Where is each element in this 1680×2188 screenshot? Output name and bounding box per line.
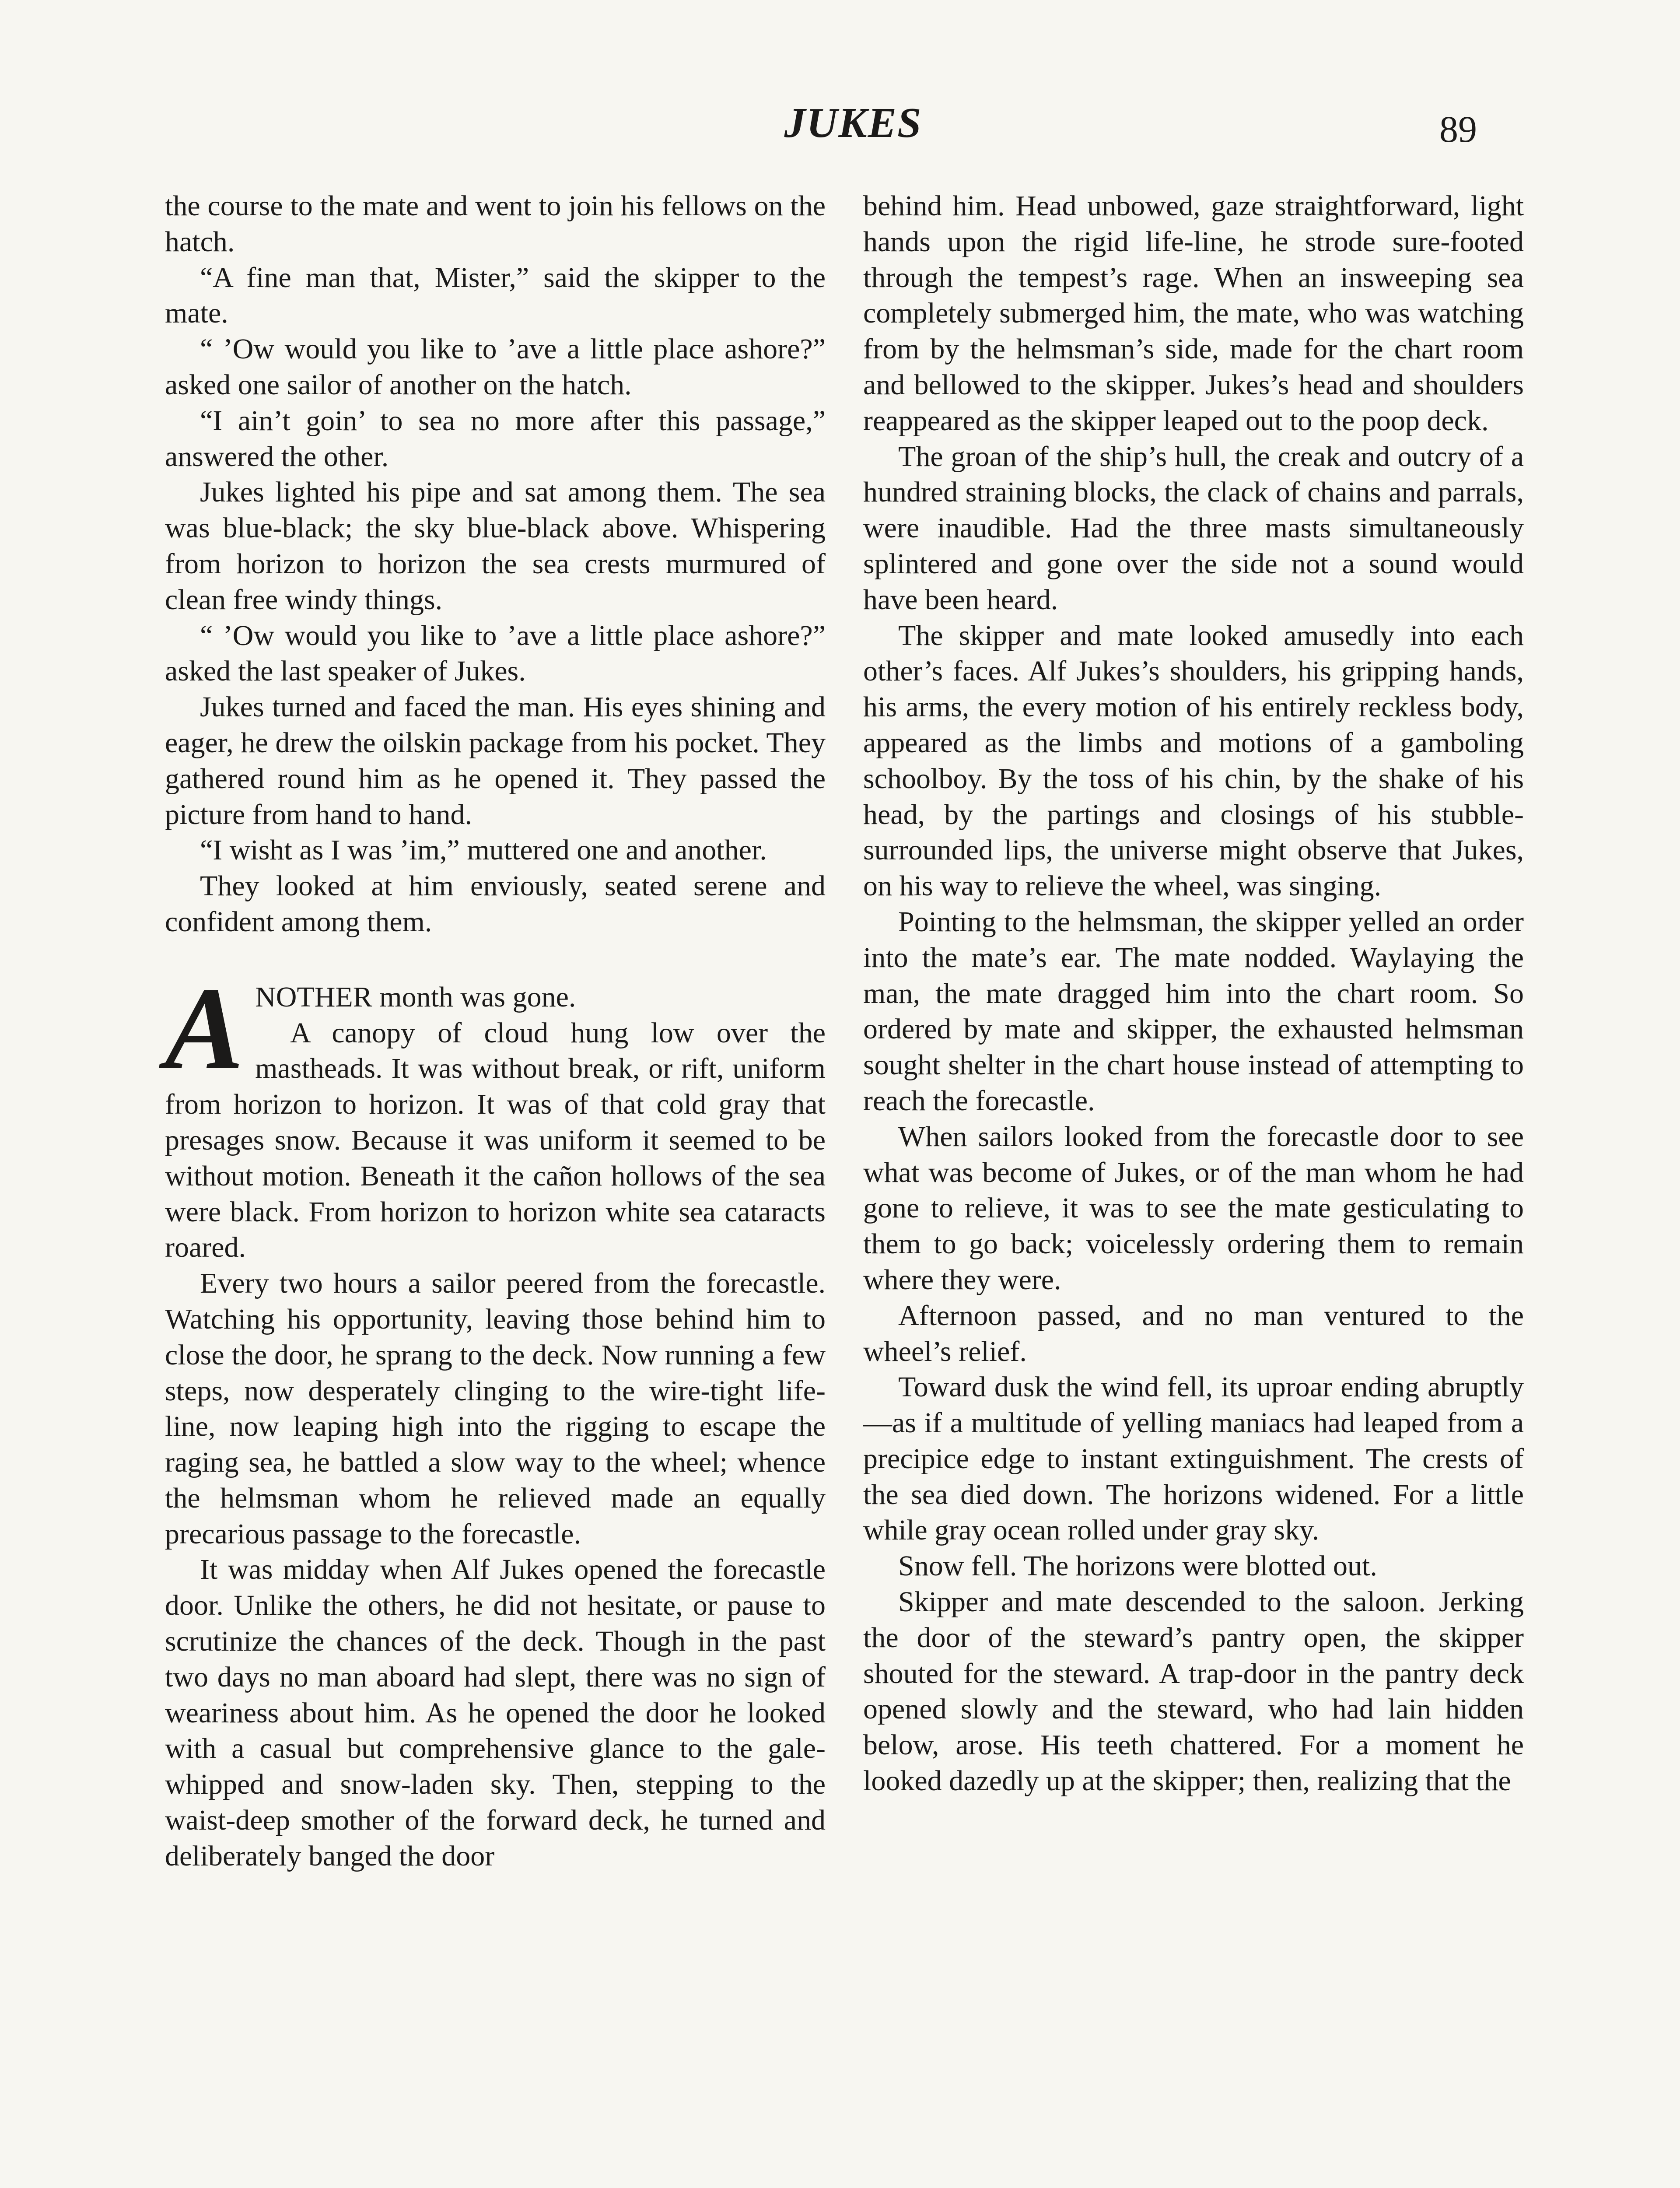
drop-cap: A [165, 963, 244, 1094]
page-number: 89 [1439, 108, 1477, 150]
first-word: NOTHER [255, 981, 372, 1013]
paragraph: “I ain’t goin’ to sea no more after this passage,” answered the other. [165, 404, 826, 473]
paragraph: Every two hours a sailor peered from the forecastle. Watching his opportunity, leaving those behind him to close the door, he sprang to the deck. Now running a few steps, now desperately clinging to the wire-tight life-line, now leaping high into the rigging to escape the raging sea, he battled a slow way to the wheel; whence the helmsman whom he relieved made an equally precarious passage to the forecastle. [165, 1267, 826, 1550]
paragraph: The groan of the ship’s hull, the creak and outcry of a hundred straining blocks, the clack of chains and parrals, were inaudible. Had the three masts simultaneously splintered and gone over the side not a sound would have been heard. [863, 440, 1524, 616]
paragraph: The skipper and mate looked amusedly into each other’s faces. Alf Jukes’s shoulders, his gripping hands, his arms, the every motion of his entirely reckless body, appeared as the limbs and motions of a gamboling schoolboy. By the toss of his chin, by the shake of his head, by the partings and closings of his stubble-surrounded lips, the universe might observe that Jukes, on his way to relieve the wheel, was singing. [863, 619, 1524, 902]
paragraph: Toward dusk the wind fell, its uproar ending abruptly—as if a multitude of yelling maniacs had leaped from a precipice edge to instant extinguishment. The crests of the sea died down. The horizons widened. For a little while gray ocean rolled under gray sky. [863, 1371, 1524, 1546]
paragraph: Jukes lighted his pipe and sat among them. The sea was blue-black; the sky blue-black above. Whispering from horizon to horizon the sea crests murmured of clean free windy things. [165, 476, 826, 616]
first-line-rest: month was gone. [372, 981, 576, 1013]
right-column [863, 188, 1524, 1799]
section-opening [165, 963, 826, 1094]
paragraph: It was midday when Alf Jukes opened the forecastle door. Unlike the others, he did not hesitate, or pause to scrutinize the chances of the deck. Though in the past two days no man aboard had slept, there was no sign of weariness about him. As he opened the door he looked with a casual but comprehensive glance to the gale-whipped and snow-laden sky. Then, stepping to the waist-deep smother of the forward deck, he turned and deliberately banged the door [165, 1553, 826, 1872]
paragraph: They looked at him enviously, seated serene and confident among them. [165, 870, 826, 938]
paragraph: behind him. Head unbowed, gaze straightforward, light hands upon the rigid life-line, he strode sure-footed through the tempest’s rage. When an insweeping sea completely submerged him, the mate, who was watching from by the helmsman’s side, made for the chart room and bellowed to the skipper. Jukes’s head and shoulders reappeared as the skipper leaped out to the poop deck. [863, 190, 1524, 437]
paragraph: Afternoon passed, and no man ventured to the wheel’s relief. [863, 1299, 1524, 1368]
paragraph: “ ’Ow would you like to ’ave a little place ashore?” asked one sailor of another on the hatch. [165, 333, 826, 401]
paragraph: Pointing to the helmsman, the skipper yelled an order into the mate’s ear. The mate nodded. Waylaying the man, the mate dragged him into the chart room. So ordered by mate and skipper, the exhausted helmsman sought shelter in the chart house instead of attempting to reach the forecastle. [863, 905, 1524, 1117]
paragraph: A canopy of cloud hung low over the mastheads. It was without break, or rift, uniform from horizon to horizon. It was of that cold gray that presages snow. Because it was uniform it seemed to be without motion. Beneath it the cañon hollows of the sea were black. From horizon to horizon white sea cataracts roared. [165, 1017, 826, 1264]
section-break [165, 940, 826, 979]
running-title: JUKES [784, 99, 922, 147]
paragraph: When sailors looked from the forecastle door to see what was become of Jukes, or of the man whom he had gone to relieve, it was to see the mate gesticulating to them to go back; voicelessly ordering them to remain where they were. [863, 1120, 1524, 1296]
paragraph: Jukes turned and faced the man. His eyes shining and eager, he drew the oilskin package from his pocket. They gathered round him as he opened it. They passed the picture from hand to hand. [165, 691, 826, 831]
paragraph: Skipper and mate descended to the saloon. Jerking the door of the steward’s pantry open, the skipper shouted for the steward. A trap-door in the pantry deck opened slowly and the steward, who had lain hidden below, arose. His teeth chattered. For a moment he looked dazedly up at the skipper; then, realizing that the [863, 1586, 1524, 1797]
paragraph: Snow fell. The horizons were blotted out. [898, 1550, 1377, 1582]
paragraph: the course to the mate and went to join his fellows on the hatch. [165, 190, 826, 258]
paragraph: “A fine man that, Mister,” said the skipper to the mate. [165, 261, 826, 330]
paragraph: “ ’Ow would you like to ’ave a little place ashore?” asked the last speaker of Jukes. [165, 619, 826, 687]
left-column [165, 188, 826, 1874]
paragraph: “I wisht as I was ’im,” muttered one and another. [200, 834, 767, 866]
